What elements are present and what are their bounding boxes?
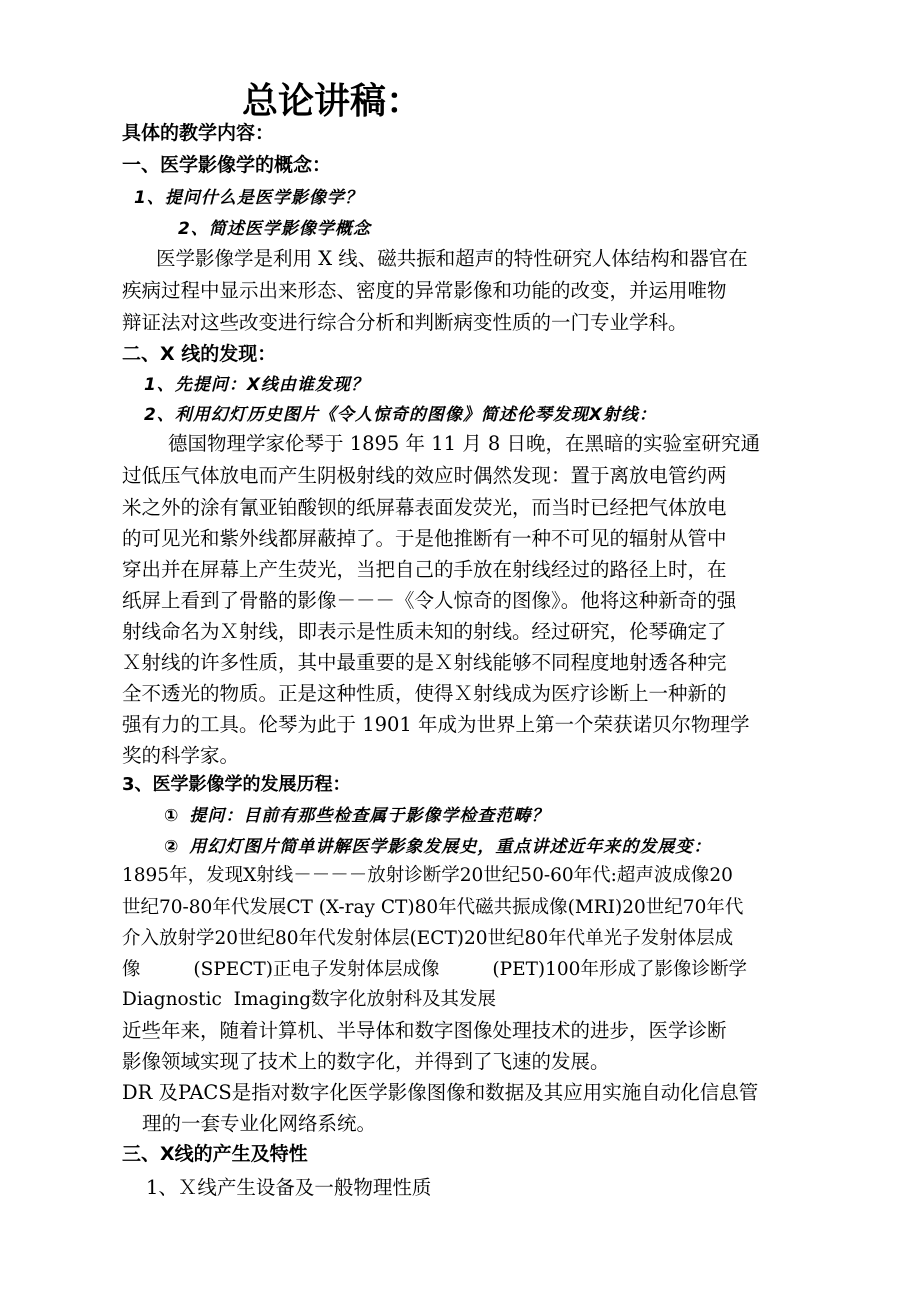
- history-timeline-line: Diagnostic Imaging数字化放射科及其发展: [122, 989, 497, 1010]
- dr-pacs-line: DR 及PACS是指对数字化医学影像图像和数据及其应用实施自动化信息管: [122, 1081, 759, 1104]
- history-timeline-line: 世纪70-80年代发展CT (X-ray CT)80年代磁共振成像(MRI)20世纪70年代: [122, 897, 744, 918]
- question-exam-scope-text: 提问：目前有那些检查属于影像学检查范畴？: [189, 806, 550, 826]
- content-subtitle: 具体的教学内容：: [122, 122, 275, 144]
- section-heading-concept: 一、医学影像学的概念：: [122, 154, 332, 176]
- concept-paragraph-line: 辩证法对这些改变进行综合分析和判断病变性质的一门专业学科。: [122, 311, 688, 334]
- question-who-discovered: 1、先提问：X线由谁发现？: [144, 375, 369, 395]
- page-title: 总论讲稿：: [242, 81, 423, 122]
- concept-paragraph-line: 疾病过程中显示出来形态、密度的异常影像和功能的改变，并运用唯物: [122, 279, 727, 302]
- slide-history-summary: [164, 839, 711, 856]
- circled-number-2: ②: [164, 837, 180, 857]
- discovery-paragraph-line: 过低压气体放电而产生阴极射线的效应时偶然发现：置于离放电管约两: [122, 464, 727, 487]
- section-heading-discovery: 二、X 线的发现：: [122, 343, 277, 365]
- history-timeline-line: 介入放射学20世纪80年代发射体层(ECT)20世纪80年代单光子发射体层成: [122, 928, 734, 949]
- question-exam-scope: [164, 808, 549, 825]
- history-timeline-line: 像 (SPECT)正电子发射体层成像 (PET)100年形成了影像诊断学: [122, 959, 747, 980]
- circled-number-1: ①: [164, 806, 180, 826]
- discovery-paragraph-line: 奖的科学家。: [122, 744, 240, 767]
- discovery-paragraph-line: 穿出并在屏幕上产生荧光，当把自己的手放在射线经过的路径上时，在: [122, 558, 727, 581]
- discovery-paragraph-line: Ｘ射线的许多性质，其中最重要的是Ｘ射线能够不同程度地射透各种完: [122, 651, 727, 674]
- discovery-paragraph-line: 纸屏上看到了骨骼的影像－－－《令人惊奇的图像》。他将这种新奇的强: [122, 589, 737, 612]
- section-heading-xray-production: 三、X线的产生及特性: [122, 1143, 308, 1165]
- recent-development-line: 近些年来，随着计算机、半导体和数字图像处理技术的进步，医学诊断: [122, 1019, 727, 1042]
- question-describe-concept: 2、简述医学影像学概念: [178, 219, 371, 239]
- history-timeline-line: 1895年，发现X射线－－－－放射诊断学20世纪50-60年代:超声波成像20: [122, 865, 733, 886]
- discovery-paragraph-line: 射线命名为Ｘ射线，即表示是性质未知的射线。经过研究，伦琴确定了: [122, 620, 727, 643]
- discovery-paragraph-line: 全不透光的物质。正是这种性质，使得Ｘ射线成为医疗诊断上一种新的: [122, 682, 727, 705]
- discovery-paragraph-line: 米之外的涂有氰亚铂酸钡的纸屏幕表面发荧光，而当时已经把气体放电: [122, 496, 727, 519]
- discovery-paragraph-line: 强有力的工具。伦琴为此于 1901 年成为世界上第一个荣获诺贝尔物理学: [122, 713, 750, 736]
- question-what-is-imaging: 1、提问什么是医学影像学？: [134, 188, 363, 208]
- xray-equipment-item: 1、Ｘ线产生设备及一般物理性质: [146, 1176, 432, 1199]
- discovery-paragraph-line: 德国物理学家伦琴于 1895 年 11 月 8 日晚，在黑暗的实验室研究通: [168, 432, 761, 455]
- section-heading-history: 3、医学影像学的发展历程：: [122, 774, 351, 795]
- discovery-paragraph-line: 的可见光和紫外线都屏蔽掉了。于是他推断有一种不可见的辐射从管中: [122, 527, 727, 550]
- dr-pacs-line: 理的一套专业化网络系统。: [142, 1112, 377, 1135]
- slide-history-roentgen: 2、利用幻灯历史图片《令人惊奇的图像》简述伦琴发现X射线：: [144, 405, 657, 425]
- slide-history-summary-text: 用幻灯图片简单讲解医学影象发展史，重点讲述近年来的发展变：: [189, 837, 712, 857]
- concept-paragraph-line: 医学影像学是利用 X 线、磁共振和超声的特性研究人体结构和器官在: [156, 247, 748, 270]
- recent-development-line: 影像领域实现了技术上的数字化，并得到了飞速的发展。: [122, 1050, 610, 1073]
